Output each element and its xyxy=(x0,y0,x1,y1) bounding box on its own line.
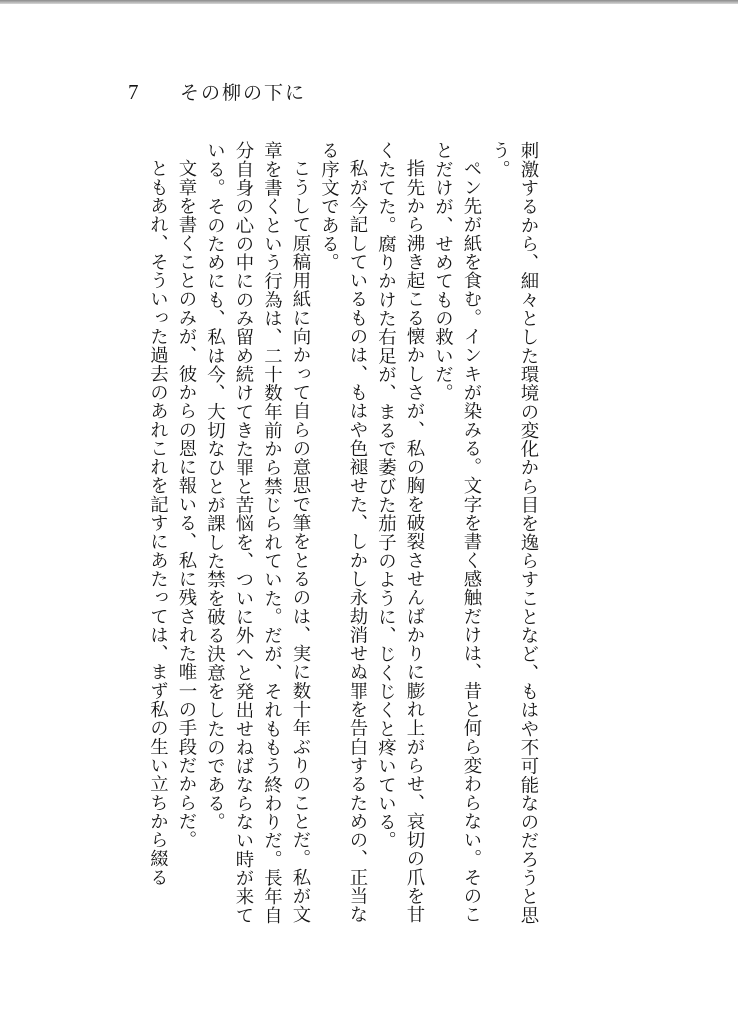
paragraph: こうして原稿用紙に向かって自らの意思で筆をとるのは、実に数十年ぶりのことだ。私が文章を書くという行為は、二十数年前から禁じられていた。だが、それももう終わりだ。長年自分自身の心の中にのみ留め続けてきた罪と苦悩を、ついに外へと発出せねばならない時が来ている。そのためにも、私は今、大切なひとが課した禁を破る決意をしたのである。 xyxy=(204,141,311,925)
paragraph: ともあれ、そういった過去のあれこれを記すにあたっては、まず私の生い立ちから綴る xyxy=(147,159,169,887)
paragraph: ペン先が紙を食む。インキが染みる。文字を書く感触だけは、昔と何ら変わらない。そのことだけが、せめてもの救いだ。 xyxy=(432,141,482,925)
paragraph: 私が今記しているものは、もはや色褪せた、しかし永劫消せぬ罪を告白するための、正当なる序文である。 xyxy=(318,141,368,925)
running-head xyxy=(128,78,306,105)
paragraph: 刺激するから、細々とした環境の変化から目を逸らすことなど、もはや不可能なのだろうと思う。 xyxy=(489,141,539,925)
chapter-title: その柳の下に xyxy=(180,82,307,104)
paragraph: 文章を書くことのみが、彼からの恩に報いる、私に残された唯一の手段だからだ。 xyxy=(176,159,197,850)
paragraph: 指先から沸き起こる懐かしさが、私の胸を破裂させんばかりに膨れ上がらせ、哀切の爪を甘くたてた。腐りかけた右足が、まるで萎びた茄子のように、じくじくと疼いている。 xyxy=(375,141,425,925)
page-number: 7 xyxy=(128,80,140,104)
body-text xyxy=(143,141,542,941)
